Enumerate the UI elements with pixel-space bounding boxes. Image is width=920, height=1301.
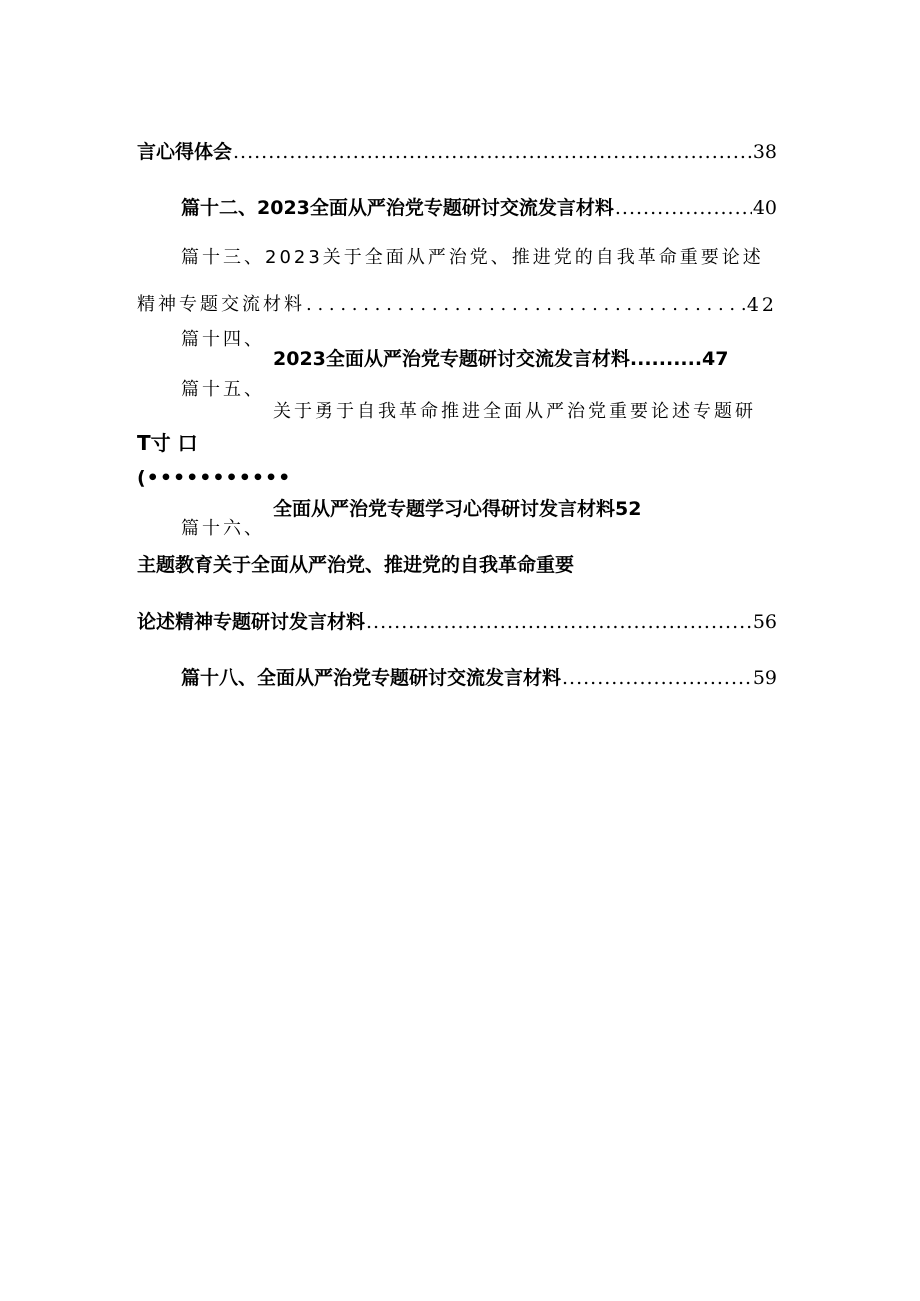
toc-entry-title: 篇十二、2023全面从严治党专题研讨交流发言材料 xyxy=(181,197,614,219)
toc-entry-title: 篇十八、全面从严治党专题研讨交流发言材料 xyxy=(181,667,562,689)
toc-entry[interactable] xyxy=(181,666,777,690)
toc-page-number: 40 xyxy=(752,197,777,219)
toc-entry[interactable]: 全面从严治党专题学习心得研讨发言材料52 xyxy=(273,498,642,520)
toc-entry[interactable] xyxy=(181,196,777,220)
toc-page-number: 56 xyxy=(752,611,777,633)
toc-entry-label: 篇十四、 xyxy=(181,329,265,350)
toc-entry-label: 篇十五、 xyxy=(181,379,265,400)
toc-entry[interactable] xyxy=(137,293,777,317)
garbled-text: T寸 口 xyxy=(137,431,198,455)
toc-entry-title-line[interactable]: 关于勇于自我革命推进全面从严治党重要论述专题研 xyxy=(273,401,756,422)
toc-leader-dots xyxy=(562,666,752,690)
toc-leader-dots xyxy=(615,196,752,220)
toc-page-number: 59 xyxy=(752,667,777,689)
toc-page-number: 38 xyxy=(752,141,777,163)
toc-entry-title: 精神专题交流材料 xyxy=(137,294,305,315)
toc-entry[interactable]: 2023全面从严治党专题研讨交流发言材料..........47 xyxy=(273,348,729,370)
toc-leader-dots xyxy=(366,610,752,634)
toc-entry-title: 言心得体会 xyxy=(137,141,233,163)
toc-entry-title: 论述精神专题研讨发言材料 xyxy=(137,611,366,633)
toc-entry[interactable] xyxy=(137,140,777,164)
toc-page-number: 42 xyxy=(746,294,777,316)
toc-leader-dots xyxy=(306,293,746,317)
toc-entry-title-line[interactable]: 篇十三、2023关于全面从严治党、推进党的自我革命重要论述 xyxy=(181,247,764,268)
toc-entry[interactable] xyxy=(137,610,777,634)
toc-entry-label: 篇十六、 xyxy=(181,518,265,539)
toc-entry-title-line[interactable]: 主题教育关于全面从严治党、推进党的自我革命重要 xyxy=(137,554,575,576)
garbled-dots: (••••••••••• xyxy=(137,467,292,489)
toc-leader-dots xyxy=(233,140,752,164)
